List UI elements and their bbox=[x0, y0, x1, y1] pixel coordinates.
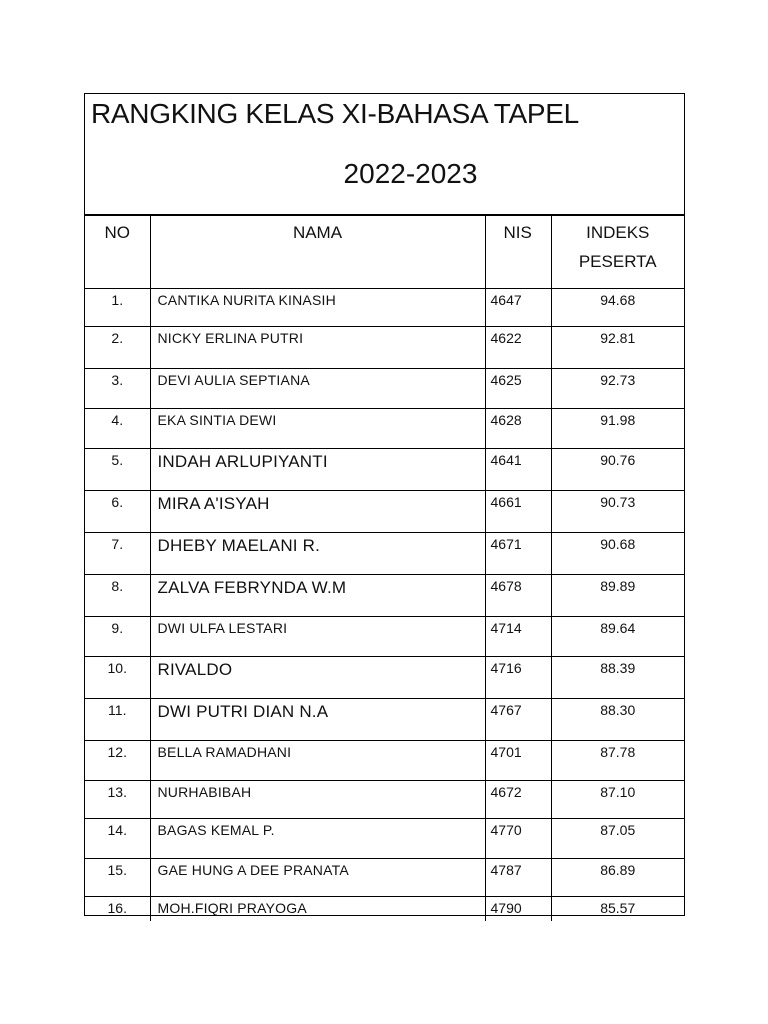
rank-cell: 15. bbox=[85, 859, 150, 897]
nis-cell: 4714 bbox=[485, 617, 551, 657]
nis-cell: 4790 bbox=[485, 897, 551, 921]
table-row bbox=[85, 289, 684, 327]
ranking-document bbox=[84, 93, 685, 916]
nis-cell: 4701 bbox=[485, 741, 551, 781]
table-row bbox=[85, 617, 684, 657]
name-cell: EKA SINTIA DEWI bbox=[150, 409, 485, 449]
name-cell: DEVI AULIA SEPTIANA bbox=[150, 369, 485, 409]
header-indeks-line2: PESERTA bbox=[578, 252, 657, 271]
nis-cell: 4628 bbox=[485, 409, 551, 449]
name-cell: INDAH ARLUPIYANTI bbox=[150, 449, 485, 491]
header-nis: NIS bbox=[485, 216, 551, 289]
nis-cell: 4625 bbox=[485, 369, 551, 409]
name-cell: DWI PUTRI DIAN N.A bbox=[150, 699, 485, 741]
header-no: NO bbox=[85, 216, 150, 289]
table-row bbox=[85, 491, 684, 533]
index-score-cell: 88.39 bbox=[551, 657, 684, 699]
nis-cell: 4672 bbox=[485, 781, 551, 819]
nis-cell: 4641 bbox=[485, 449, 551, 491]
index-score-cell: 90.73 bbox=[551, 491, 684, 533]
rank-cell: 11. bbox=[85, 699, 150, 741]
table-row bbox=[85, 897, 684, 921]
document-year: 2022-2023 bbox=[343, 158, 478, 189]
rank-cell: 9. bbox=[85, 617, 150, 657]
name-cell: DWI ULFA LESTARI bbox=[150, 617, 485, 657]
name-cell: NURHABIBAH bbox=[150, 781, 485, 819]
table-row bbox=[85, 409, 684, 449]
table-row bbox=[85, 819, 684, 859]
nis-cell: 4671 bbox=[485, 533, 551, 575]
rank-cell: 16. bbox=[85, 897, 150, 921]
nis-cell: 4678 bbox=[485, 575, 551, 617]
index-score-cell: 86.89 bbox=[551, 859, 684, 897]
table-row bbox=[85, 699, 684, 741]
header-indeks bbox=[551, 216, 684, 289]
table-row bbox=[85, 327, 684, 369]
index-score-cell: 90.76 bbox=[551, 449, 684, 491]
name-cell: CANTIKA NURITA KINASIH bbox=[150, 289, 485, 327]
document-title: RANGKING KELAS XI-BAHASA TAPEL bbox=[91, 98, 579, 129]
name-cell: BAGAS KEMAL P. bbox=[150, 819, 485, 859]
header-indeks-line1: INDEKS bbox=[586, 223, 650, 242]
nis-cell: 4770 bbox=[485, 819, 551, 859]
nis-cell: 4716 bbox=[485, 657, 551, 699]
table-row bbox=[85, 859, 684, 897]
index-score-cell: 91.98 bbox=[551, 409, 684, 449]
index-score-cell: 92.73 bbox=[551, 369, 684, 409]
rank-cell: 6. bbox=[85, 491, 150, 533]
rank-cell: 8. bbox=[85, 575, 150, 617]
rank-cell: 1. bbox=[85, 289, 150, 327]
rank-cell: 14. bbox=[85, 819, 150, 859]
table-row bbox=[85, 369, 684, 409]
nis-cell: 4661 bbox=[485, 491, 551, 533]
header-nama: NAMA bbox=[150, 216, 485, 289]
name-cell: MIRA A'ISYAH bbox=[150, 491, 485, 533]
name-cell: MOH.FIQRI PRAYOGA bbox=[150, 897, 485, 921]
rank-cell: 5. bbox=[85, 449, 150, 491]
table-header-row bbox=[85, 216, 684, 289]
index-score-cell: 90.68 bbox=[551, 533, 684, 575]
name-cell: ZALVA FEBRYNDA W.M bbox=[150, 575, 485, 617]
rank-cell: 10. bbox=[85, 657, 150, 699]
name-cell: BELLA RAMADHANI bbox=[150, 741, 485, 781]
rank-cell: 7. bbox=[85, 533, 150, 575]
nis-cell: 4767 bbox=[485, 699, 551, 741]
index-score-cell: 87.05 bbox=[551, 819, 684, 859]
index-score-cell: 92.81 bbox=[551, 327, 684, 369]
index-score-cell: 87.78 bbox=[551, 741, 684, 781]
name-cell: RIVALDO bbox=[150, 657, 485, 699]
index-score-cell: 85.57 bbox=[551, 897, 684, 921]
nis-cell: 4622 bbox=[485, 327, 551, 369]
nis-cell: 4787 bbox=[485, 859, 551, 897]
index-score-cell: 88.30 bbox=[551, 699, 684, 741]
rank-cell: 4. bbox=[85, 409, 150, 449]
table-row bbox=[85, 741, 684, 781]
index-score-cell: 94.68 bbox=[551, 289, 684, 327]
table-row bbox=[85, 575, 684, 617]
index-score-cell: 87.10 bbox=[551, 781, 684, 819]
ranking-table bbox=[85, 215, 684, 921]
name-cell: DHEBY MAELANI R. bbox=[150, 533, 485, 575]
rank-cell: 13. bbox=[85, 781, 150, 819]
rank-cell: 2. bbox=[85, 327, 150, 369]
rank-cell: 3. bbox=[85, 369, 150, 409]
nis-cell: 4647 bbox=[485, 289, 551, 327]
table-body bbox=[85, 289, 684, 921]
name-cell: NICKY ERLINA PUTRI bbox=[150, 327, 485, 369]
rank-cell: 12. bbox=[85, 741, 150, 781]
index-score-cell: 89.89 bbox=[551, 575, 684, 617]
index-score-cell: 89.64 bbox=[551, 617, 684, 657]
table-row bbox=[85, 657, 684, 699]
table-row bbox=[85, 449, 684, 491]
name-cell: GAE HUNG A DEE PRANATA bbox=[150, 859, 485, 897]
title-block bbox=[85, 94, 684, 215]
table-row bbox=[85, 781, 684, 819]
table-row bbox=[85, 533, 684, 575]
